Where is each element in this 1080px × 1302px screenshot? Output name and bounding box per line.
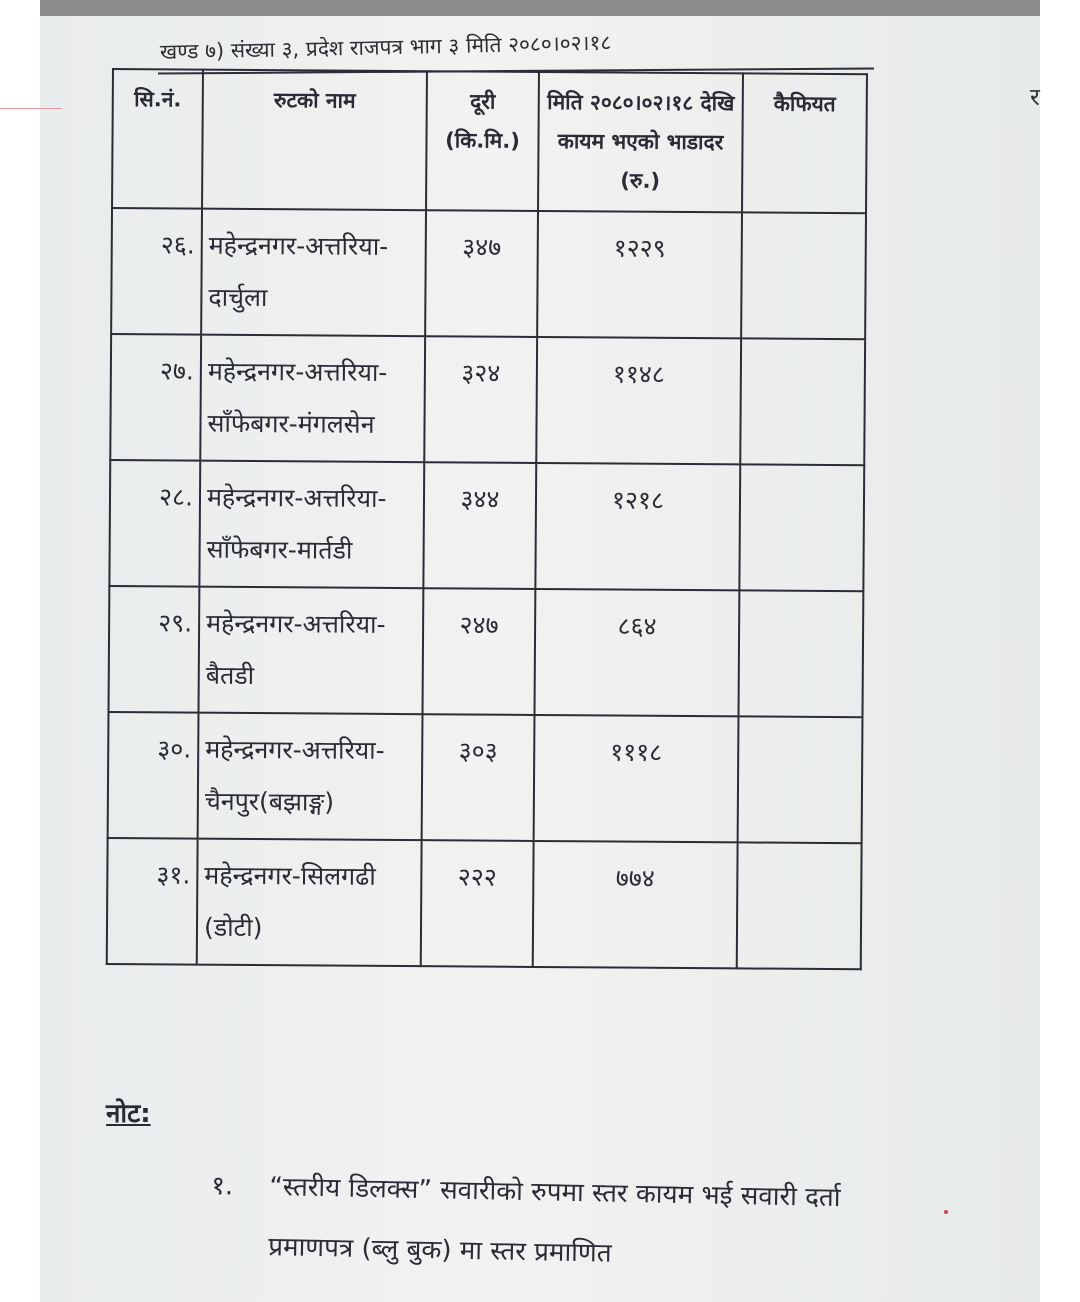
row-serial: ३१. bbox=[107, 838, 198, 965]
table-row bbox=[109, 460, 864, 591]
row-remarks bbox=[740, 338, 865, 465]
row-fare: ७७४ bbox=[533, 841, 738, 968]
margin-line bbox=[0, 108, 62, 109]
col-remarks-header: कैफियत bbox=[742, 73, 867, 213]
col-serial-header: सि.नं. bbox=[112, 69, 203, 209]
col-distance-header: दूरी (कि.मि.) bbox=[426, 71, 539, 211]
row-route: महेन्द्रनगर-सिलगढी (डोटी) bbox=[197, 839, 422, 967]
table-header-row bbox=[112, 69, 867, 213]
row-distance: ३२४ bbox=[424, 336, 537, 463]
row-distance: ३४४ bbox=[423, 462, 536, 589]
row-distance: २२२ bbox=[421, 840, 534, 967]
col-fare-header: मिति २०८०।०२।१८ देखि कायम भएको भाडादर (रु.) bbox=[538, 72, 743, 212]
row-remarks bbox=[739, 464, 864, 591]
row-serial: २९. bbox=[109, 586, 200, 713]
row-fare: १११८ bbox=[534, 715, 739, 842]
row-route: महेन्द्रनगर-अत्तरिया-साँफेबगर-मंगलसेन bbox=[200, 335, 425, 463]
table-row bbox=[108, 712, 863, 843]
row-fare: १२१८ bbox=[535, 463, 740, 590]
row-serial: २६. bbox=[111, 208, 202, 335]
ink-dot bbox=[944, 1210, 948, 1214]
row-fare: १२२९ bbox=[537, 211, 742, 338]
row-distance: ३४७ bbox=[425, 210, 538, 337]
row-serial: २८. bbox=[109, 460, 200, 587]
table-row bbox=[107, 838, 862, 969]
row-distance: ३०३ bbox=[422, 714, 535, 841]
fare-table-container bbox=[106, 68, 868, 970]
gazette-header: खण्ड ७) संख्या ३, प्रदेश राजपत्र भाग ३ मिति २०८०।०२।१८ bbox=[159, 30, 612, 64]
row-remarks bbox=[738, 716, 863, 843]
table-row bbox=[110, 334, 865, 465]
row-fare: ११४८ bbox=[536, 337, 741, 464]
row-route: महेन्द्रनगर-अत्तरिया-बैतडी bbox=[199, 587, 424, 715]
note-item-number: १. bbox=[211, 1170, 234, 1202]
fare-table bbox=[106, 68, 868, 970]
row-remarks bbox=[738, 590, 863, 717]
table-row bbox=[109, 586, 864, 717]
row-serial: २७. bbox=[110, 334, 201, 461]
row-route: महेन्द्रनगर-अत्तरिया-चैनपुर(बझाङ्ग) bbox=[198, 713, 423, 841]
note-item bbox=[210, 1156, 912, 1289]
note-heading: नोट: bbox=[106, 1099, 151, 1129]
row-route: महेन्द्रनगर-अत्तरिया-साँफेबगर-मार्तडी bbox=[199, 461, 424, 589]
row-distance: २४७ bbox=[422, 588, 535, 715]
row-remarks bbox=[737, 842, 862, 969]
row-remarks bbox=[741, 212, 866, 339]
row-route: महेन्द्रनगर-अत्तरिया-दार्चुला bbox=[201, 209, 426, 337]
col-route-header: रुटको नाम bbox=[202, 70, 427, 211]
row-serial: ३०. bbox=[108, 712, 199, 839]
table-row bbox=[111, 208, 866, 339]
background-strip bbox=[40, 0, 1040, 16]
note-item-text: “स्तरीय डिलक्स” सवारीको रुपमा स्तर कायम भई सवारी दर्ता प्रमाणपत्र (ब्लु बुक) मा स्तर प्रमाणित bbox=[267, 1172, 841, 1269]
cut-off-glyph: र bbox=[1030, 83, 1040, 111]
row-fare: ८६४ bbox=[534, 589, 739, 716]
